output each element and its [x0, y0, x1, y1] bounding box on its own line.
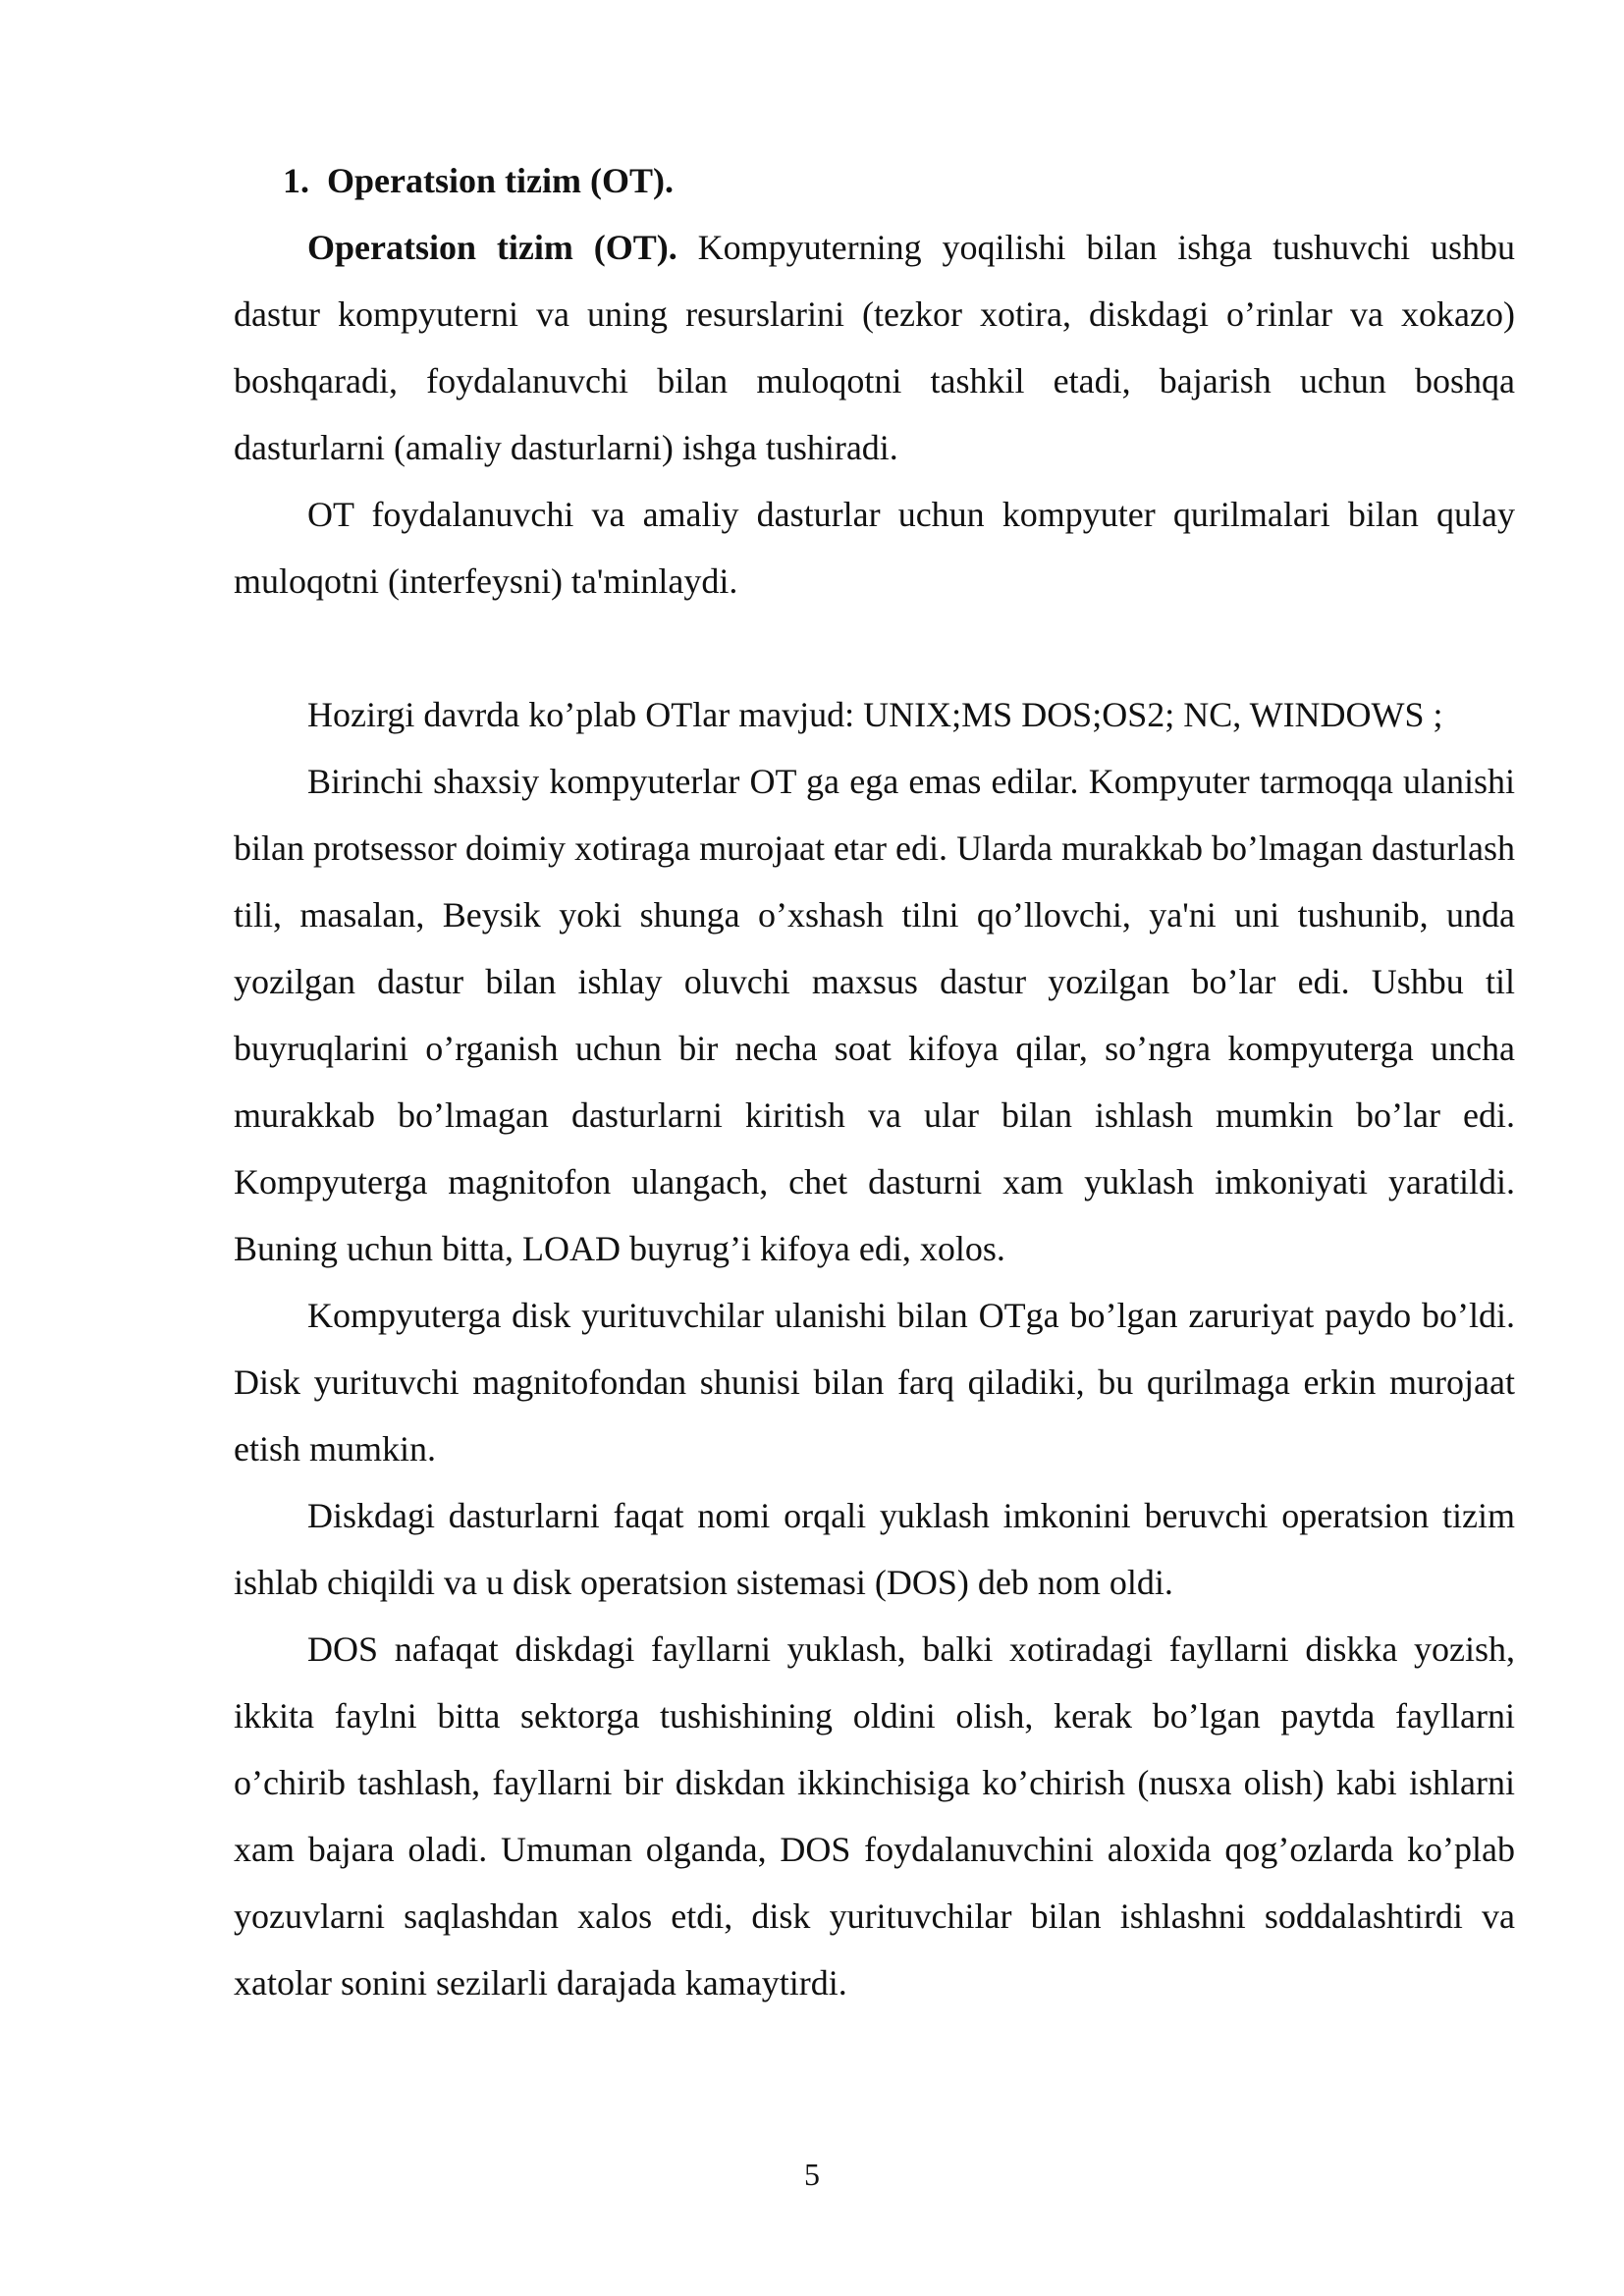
section-heading	[283, 147, 1515, 214]
paragraph-definition	[234, 214, 1515, 481]
document-page	[234, 147, 1515, 2016]
paragraph-text: Diskdagi dasturlarni faqat nomi orqali yuklash imkonini beruvchi operatsion tizim ishlab chiqildi va u disk operatsion sistemasi (DOS) deb nom oldi.	[234, 1496, 1515, 1602]
paragraph-os-list	[234, 681, 1515, 748]
paragraph-dos-origin	[234, 1482, 1515, 1616]
paragraph-lead-term: Operatsion tizim (OT).	[307, 228, 677, 267]
paragraph-text: Hozirgi davrda ko’plab OTlar mavjud: UNIX;MS DOS;OS2; NC, WINDOWS ;	[307, 695, 1443, 734]
section-number: 1.	[283, 161, 309, 200]
paragraph-text: Birinchi shaxsiy kompyuterlar OT ga ega emas edilar. Kompyuter tarmoqqa ulanishi bilan protsessor doimiy xotiraga murojaat etar edi. Ularda murakkab bo’lmagan dasturlash tili, masalan, Beysik yoki shunga o’xshash tilni qo’llovchi, ya'ni uni tushunib, unda yozilgan dastur bilan ishlay oluvchi maxsus dastur yozilgan bo’lar edi. Ushbu til buyruqlarini o’rganish uchun bir necha soat kifoya qilar, so’ngra kompyuterga uncha murakkab bo’lmagan dasturlarni kiritish va ular bilan ishlash mumkin bo’lar edi. Kompyuterga magnitofon ulangach, chet dasturni xam yuklash imkoniyati yaratildi. Buning uchun bitta, LOAD buyrug’i kifoya edi, xolos.	[234, 762, 1515, 1268]
paragraph-dos-features	[234, 1616, 1515, 2016]
paragraph-text: OT foydalanuvchi va amaliy dasturlar uchun kompyuter qurilmalari bilan qulay muloqotni (interfeysni) ta'minlaydi.	[234, 495, 1515, 601]
section-title: Operatsion tizim (OT).	[327, 161, 674, 200]
paragraph-text: DOS nafaqat diskdagi fayllarni yuklash, balki xotiradagi fayllarni diskka yozish, ikkita faylni bitta sektorga tushishining oldini olish, kerak bo’lgan paytda fayllarni o’chirib tashlash, fayllarni bir diskdan ikkinchisiga ko’chirish (nusxa olish) kabi ishlarni xam bajara oladi. Umuman olganda, DOS foydalanuvchini aloxida qog’ozlarda ko’plab yozuvlarni saqlashdan xalos etdi, disk yurituvchilar bilan ishlashni soddalashtirdi va xatolar sonini sezilarli darajada kamaytirdi.	[234, 1629, 1515, 2002]
paragraph-interface	[234, 481, 1515, 614]
paragraph-history	[234, 748, 1515, 1282]
paragraph-disk-drives	[234, 1282, 1515, 1482]
paragraph-text: Kompyuterga disk yurituvchilar ulanishi bilan OTga bo’lgan zaruriyat paydo bo’ldi. Disk yurituvchi magnitofondan shunisi bilan farq qiladiki, bu qurilmaga erkin murojaat etish mumkin.	[234, 1296, 1515, 1468]
paragraph-text: Kompyuterning yoqilishi bilan ishga tushuvchi ushbu dastur kompyuterni va uning resurslarini (tezkor xotira, diskdagi o’rinlar va xokazo) boshqaradi, foydalanuvchi bilan muloqotni tashkil etadi, bajarish uchun boshqa dasturlarni (amaliy dasturlarni) ishga tushiradi.	[234, 228, 1516, 467]
page-number: 5	[804, 2157, 820, 2192]
blank-line	[234, 614, 1515, 681]
